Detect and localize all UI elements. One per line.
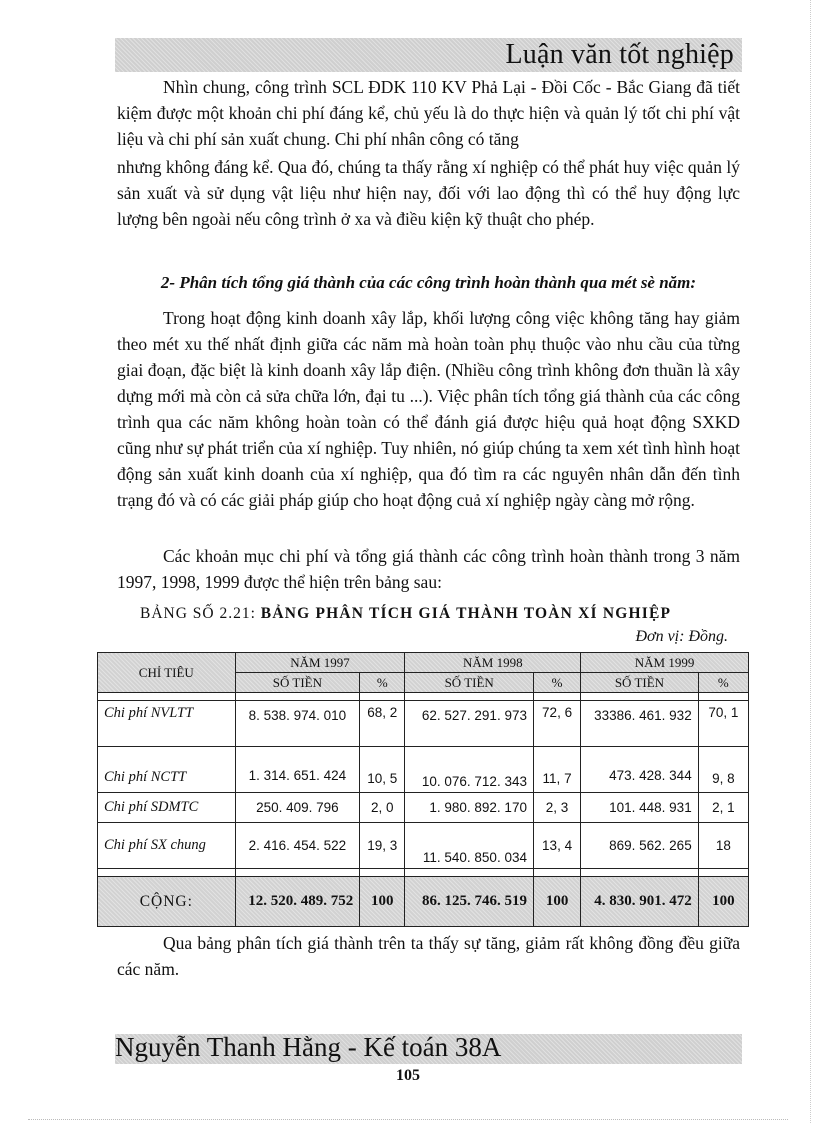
total-pct-1998: 100 xyxy=(533,877,580,927)
cell-pct-1998: 11, 7 xyxy=(533,747,580,793)
row-label: Chi phí SDMTC xyxy=(98,793,236,823)
header-title: Luận văn tốt nghiệp xyxy=(505,39,734,70)
cell-amount-1999: 869. 562. 265 xyxy=(581,823,699,869)
cell-pct-1997: 19, 3 xyxy=(360,823,405,869)
table-row xyxy=(98,701,749,747)
header-year-1997: NĂM 1997 xyxy=(235,653,405,673)
total-pct-1999: 100 xyxy=(698,877,748,927)
header-pct-1998: % xyxy=(533,673,580,693)
spacer-row xyxy=(98,869,749,877)
row-label: Chi phí SX chung xyxy=(98,823,236,869)
right-divider xyxy=(810,0,811,1123)
paragraph-1: Nhìn chung, công trình SCL ĐDK 110 KV Phả Lại - Đồi Cốc - Bắc Giang đã tiết kiệm được một khoản chi phí đáng kể, chủ yếu là do thực hiện và quản lý tốt chi phí vật liệu và chi phí sản xuất chung. Chi phí nhân công có tăng xyxy=(117,77,740,149)
cell-pct-1998: 72, 6 xyxy=(533,701,580,747)
cell-pct-1997: 10, 5 xyxy=(360,747,405,793)
header-pct-1999: % xyxy=(698,673,748,693)
spacer-row xyxy=(98,693,749,701)
cell-amount-1998: 1. 980. 892. 170 xyxy=(405,793,534,823)
total-amount-1998: 86. 125. 746. 519 xyxy=(405,877,534,927)
paragraph-3: Trong hoạt động kinh doanh xây lắp, khối lượng công việc không tăng hay giảm theo mét xu thế nhất định giữa các năm mà hoàn toàn phụ thuộc vào nhu cầu của từng giai đoạn, đặc biệt là kinh doanh xây lắp điện. (Nhiều công trình không đơn thuần là xây dựng mới mà còn cả sửa chữa lớn, đại tu ...). Việc phân tích tổng giá thành của các công trình qua các năm không hoàn toàn có thể đánh giá được hiệu quả hoạt động SXKD cũng như sự phát triển của xí nghiệp. Tuy nhiên, nó giúp chúng ta xem xét tình hình hoạt động sản xuất kinh doanh của xí nghiệp, qua đó tìm ra các nguyên nhân dẫn đến tình trạng đó và có các giải pháp giúp cho hoạt động cuả xí nghiệp ngày càng mở rộng. xyxy=(117,308,740,510)
header-amount-1997: SỐ TIỀN xyxy=(235,673,360,693)
total-amount-1997: 12. 520. 489. 752 xyxy=(235,877,360,927)
table-caption xyxy=(140,605,671,623)
row-label: Chi phí NCTT xyxy=(98,747,236,793)
table-row xyxy=(98,823,749,869)
header-year-1998: NĂM 1998 xyxy=(405,653,581,673)
footer-band xyxy=(115,1034,742,1064)
total-label: CỘNG: xyxy=(98,877,236,927)
cell-amount-1999: 101. 448. 931 xyxy=(581,793,699,823)
total-amount-1999: 4. 830. 901. 472 xyxy=(581,877,699,927)
cell-amount-1997: 2. 416. 454. 522 xyxy=(235,823,360,869)
table-row xyxy=(98,793,749,823)
bottom-divider xyxy=(28,1119,788,1120)
cell-amount-1999: 33386. 461. 932 xyxy=(581,701,699,747)
cell-pct-1998: 13, 4 xyxy=(533,823,580,869)
unit-label: Đơn vị: Đồng. xyxy=(635,628,728,645)
row-label: Chi phí NVLTT xyxy=(98,701,236,747)
footer-author: Nguyễn Thanh Hằng - Kế toán 38A xyxy=(115,1032,502,1062)
cell-amount-1999: 473. 428. 344 xyxy=(581,747,699,793)
header-indicator: CHỈ TIÊU xyxy=(98,653,236,693)
header-amount-1998: SỐ TIỀN xyxy=(405,673,534,693)
table-caption-title: BẢNG PHÂN TÍCH GIÁ THÀNH TOÀN XÍ NGHIỆP xyxy=(260,605,672,622)
cell-pct-1999: 70, 1 xyxy=(698,701,748,747)
cell-pct-1997: 68, 2 xyxy=(360,701,405,747)
header-pct-1997: % xyxy=(360,673,405,693)
header-band xyxy=(115,38,742,72)
total-pct-1997: 100 xyxy=(360,877,405,927)
cell-pct-1999: 9, 8 xyxy=(698,747,748,793)
page-number: 105 xyxy=(396,1067,420,1084)
cell-amount-1998: 62. 527. 291. 973 xyxy=(405,701,534,747)
paragraph-5: Qua bảng phân tích giá thành trên ta thấy sự tăng, giảm rất không đồng đều giữa các năm. xyxy=(117,933,740,979)
cell-amount-1997: 8. 538. 974. 010 xyxy=(235,701,360,747)
table-row xyxy=(98,747,749,793)
cell-amount-1997: 1. 314. 651. 424 xyxy=(235,747,360,793)
cost-analysis-table xyxy=(97,652,749,927)
cell-pct-1999: 2, 1 xyxy=(698,793,748,823)
cell-pct-1998: 2, 3 xyxy=(533,793,580,823)
cell-pct-1999: 18 xyxy=(698,823,748,869)
section-heading: 2- Phân tích tổng giá thành của các công trình hoàn thành qua mét sè năm: xyxy=(160,273,697,292)
header-year-1999: NĂM 1999 xyxy=(581,653,749,673)
total-row xyxy=(98,877,749,927)
cell-amount-1998: 10. 076. 712. 343 xyxy=(405,747,534,793)
table-caption-prefix: BẢNG SỐ 2.21: xyxy=(140,605,256,622)
cell-amount-1998: 11. 540. 850. 034 xyxy=(405,823,534,869)
cell-pct-1997: 2, 0 xyxy=(360,793,405,823)
paragraph-4: Các khoản mục chi phí và tổng giá thành các công trình hoàn thành trong 3 năm 1997, 1998, 1999 được thể hiện trên bảng sau: xyxy=(117,546,740,592)
header-amount-1999: SỐ TIỀN xyxy=(581,673,699,693)
paragraph-2: nhưng không đáng kể. Qua đó, chúng ta thấy rằng xí nghiệp có thể phát huy việc quản lý sản xuất và sử dụng vật liệu như hiện nay, đối với lao động thì có thể huy động lực lượng bên ngoài nếu công trình ở xa và điều kiện kỹ thuật cho phép. xyxy=(117,157,740,229)
cell-amount-1997: 250. 409. 796 xyxy=(235,793,360,823)
